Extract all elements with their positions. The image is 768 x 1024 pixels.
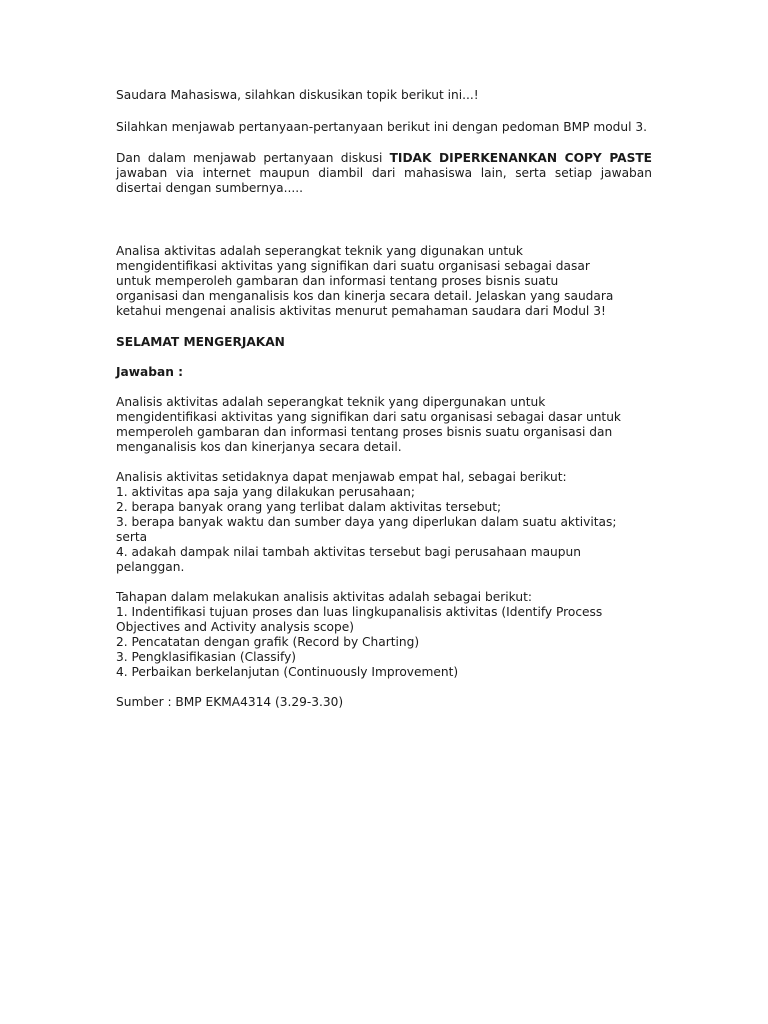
answer-heading: Jawaban : [116,365,183,379]
list-item: 1. Indentifikasi tujuan proses dan luas lingkupanalisis aktivitas (Identify Process [116,605,603,619]
list-item: pelanggan. [116,560,185,574]
list-item: 2. Pencatatan dengan grafik (Record by Charting) [116,635,420,649]
list-item: 3. berapa banyak waktu dan sumber daya yang diperlukan dalam suatu aktivitas; [116,515,617,529]
rule-prefix: Dan dalam menjawab pertanyaan diskusi [116,151,390,165]
list-item: 3. Pengklasifikasian (Classify) [116,650,297,664]
definition-line: memperoleh gambaran dan informasi tentang proses bisnis suatu organisasi dan [116,425,613,439]
rule-suffix: jawaban via internet maupun diambil dari mahasiswa lain, serta setiap jawaban disertai dengan sumbernya..... [116,166,652,195]
question-paragraph [116,244,652,319]
question-line: Analisa aktivitas adalah seperangkat teknik yang digunakan untuk [116,244,523,258]
four-things-list [116,470,652,575]
question-line: untuk memperoleh gambaran dan informasi tentang proses bisnis suatu [116,274,559,288]
closing-heading: SELAMAT MENGERJAKAN [116,335,285,349]
rule-text [116,151,652,196]
list-item: 2. berapa banyak orang yang terlibat dalam aktivitas tersebut; [116,500,502,514]
rule-emphasis: TIDAK DIPERKENANKAN COPY PASTE [389,151,652,165]
list-intro: Analisis aktivitas setidaknya dapat menjawab empat hal, sebagai berikut: [116,470,567,484]
definition-line: menganalisis kos dan kinerjanya secara detail. [116,440,402,454]
question-line: organisasi dan menganalisis kos dan kinerja secara detail. Jelaskan yang saudara [116,289,614,303]
stages-list [116,590,652,680]
definition-line: mengidentifikasi aktivitas yang signifikan dari satu organisasi sebagai dasar untuk [116,410,621,424]
definition-paragraph [116,395,652,455]
document-page [116,88,652,710]
question-line: mengidentifikasi aktivitas yang signifikan dari suatu organisasi sebagai dasar [116,259,590,273]
source-citation: Sumber : BMP EKMA4314 (3.29-3.30) [116,695,344,709]
greeting-text: Saudara Mahasiswa, silahkan diskusikan topik berikut ini...! [116,88,479,102]
definition-line: Analisis aktivitas adalah seperangkat teknik yang dipergunakan untuk [116,395,546,409]
list-item: 4. Perbaikan berkelanjutan (Continuously Improvement) [116,665,459,679]
list-intro: Tahapan dalam melakukan analisis aktivitas adalah sebagai berikut: [116,590,532,604]
list-item: serta [116,530,148,544]
list-item: Objectives and Activity analysis scope) [116,620,354,634]
list-item: 4. adakah dampak nilai tambah aktivitas tersebut bagi perusahaan maupun [116,545,581,559]
question-line: ketahui mengenai analisis aktivitas menurut pemahaman saudara dari Modul 3! [116,304,606,318]
instruction-text: Silahkan menjawab pertanyaan-pertanyaan berikut ini dengan pedoman BMP modul 3. [116,120,648,134]
list-item: 1. aktivitas apa saja yang dilakukan perusahaan; [116,485,415,499]
